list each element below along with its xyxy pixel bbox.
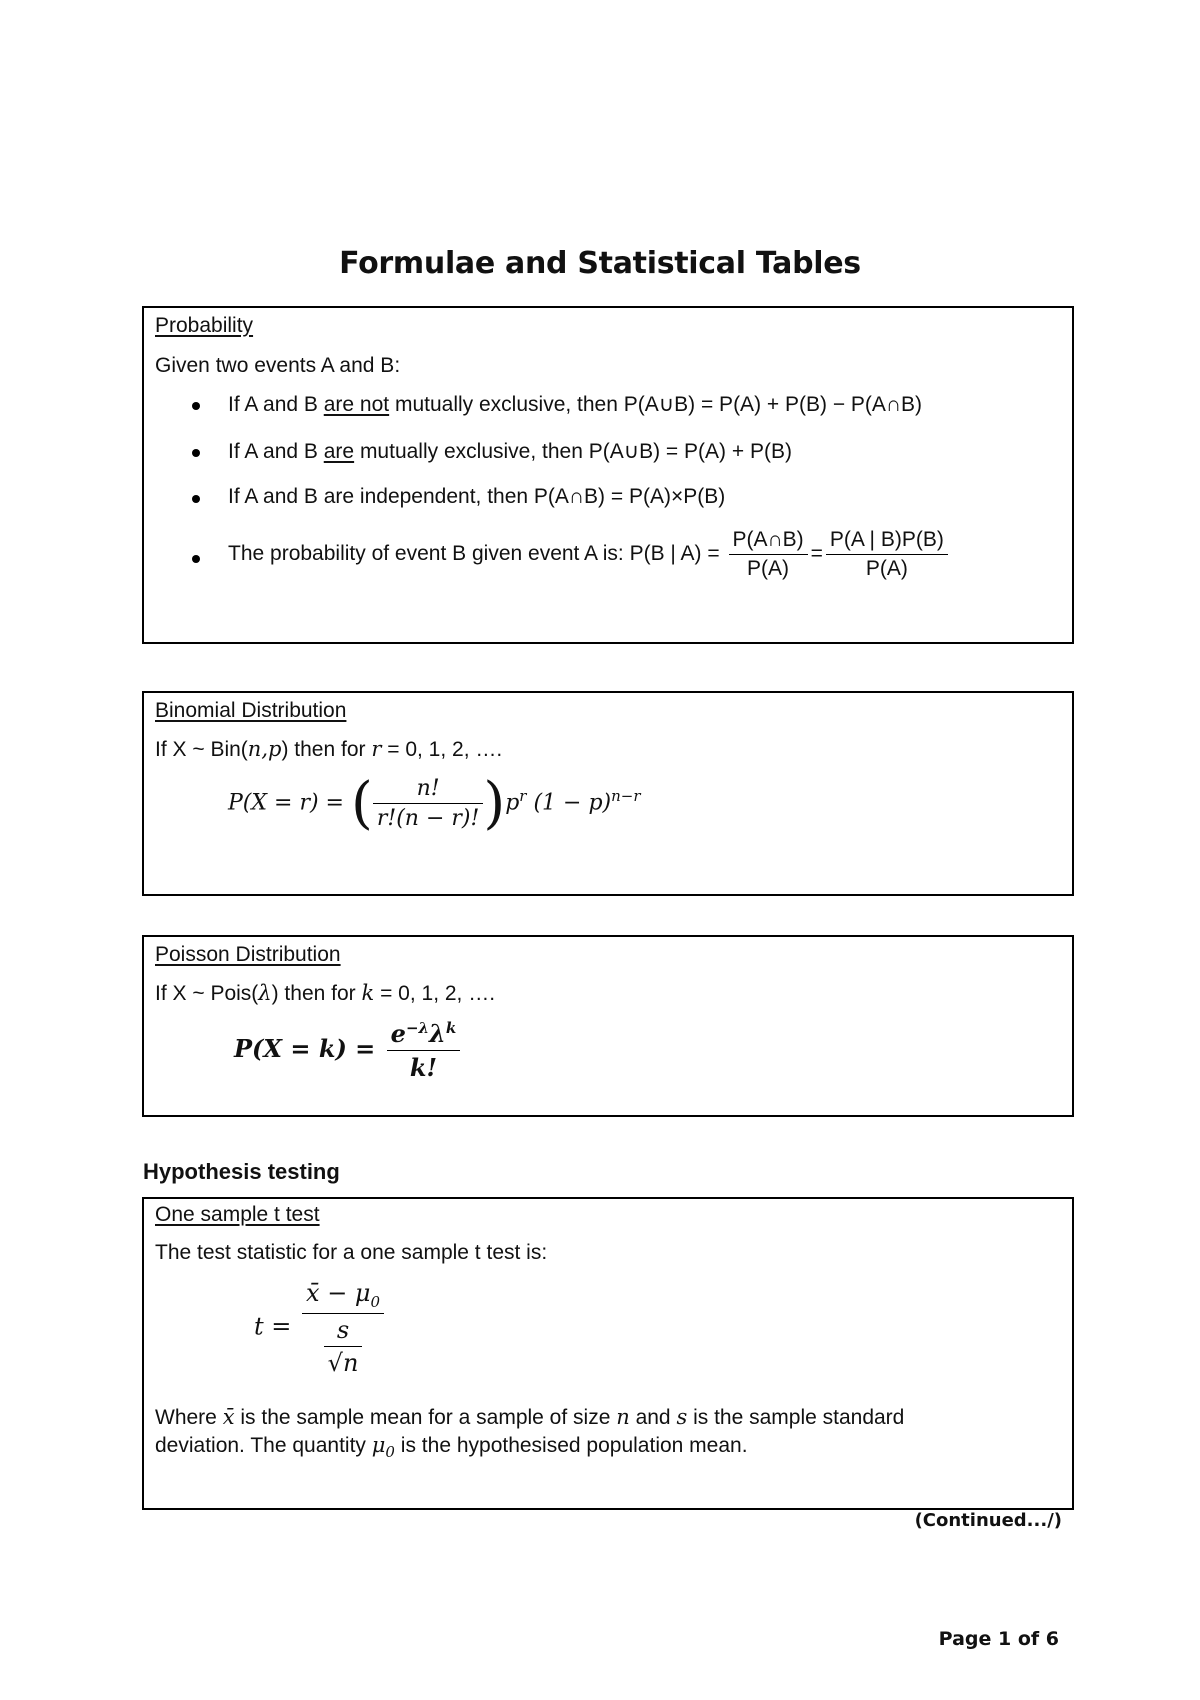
- t-statistic-formula: t = $\frac{x̄ - \mu_0}{\frac{s}{√n}}$: [254, 1279, 387, 1377]
- binomial-box: [142, 691, 1074, 896]
- t-test-heading: One sample t test: [155, 1203, 320, 1226]
- page-title: Formulae and Statistical Tables: [339, 246, 861, 281]
- t-test-box: [142, 1197, 1074, 1510]
- conditional-fraction-2: $\frac{P(A | B)P(B)}{P(A)}$: [826, 528, 948, 581]
- probability-heading: Probability: [155, 314, 254, 337]
- binomial-definition: If X ~ Bin(n,p) then for r = 0, 1, 2, ….: [155, 737, 503, 761]
- poisson-definition: If X ~ Pois(λ) then for k = 0, 1, 2, ….: [155, 981, 496, 1005]
- rule-not-mutually-exclusive: If A and B are not mutually exclusive, then P(A∪B) = P(A) + P(B) − P(A∩B): [228, 393, 923, 416]
- poisson-formula: P(X = k) = $\frac{e^{-\lambda}\lambda^k}{k!}$: [234, 1019, 463, 1082]
- page-number: Page 1 of 6: [938, 1628, 1059, 1650]
- bullet-icon: [192, 449, 200, 457]
- probability-box: [142, 306, 1074, 644]
- intersection-formula: P(A∩B) = P(A)×P(B): [533, 485, 726, 508]
- probability-intro: Given two events A and B:: [155, 354, 401, 377]
- union-formula: P(A∪B) = P(A) + P(B) − P(A∩B): [623, 393, 923, 416]
- poisson-box: [142, 935, 1074, 1117]
- binomial-heading: Binomial Distribution: [155, 699, 347, 722]
- t-test-where-line-1: Where x̄ is the sample mean for a sample of size n and s is the sample standard: [155, 1405, 905, 1429]
- rule-mutually-exclusive: If A and B are mutually exclusive, then P(A∪B) = P(A) + P(B): [228, 440, 792, 463]
- binomial-formula: P(X = r) = ( $\frac{n!}{r!(n - r)!}$ )$p^r$ $(1 - p)^{n-r}$: [228, 771, 641, 836]
- hypothesis-section-heading: Hypothesis testing: [143, 1159, 340, 1184]
- poisson-heading: Poisson Distribution: [155, 943, 341, 966]
- union-formula: P(A∪B) = P(A) + P(B): [588, 440, 792, 463]
- continued-note: (Continued.../): [914, 1510, 1062, 1531]
- t-test-intro: The test statistic for a one sample t test is:: [155, 1241, 548, 1264]
- bullet-icon: [192, 555, 200, 563]
- bullet-icon: [192, 495, 200, 503]
- bullet-icon: [192, 402, 200, 410]
- t-test-where-line-2: deviation. The quantity $\mu_0$ is the hypothesised population mean.: [155, 1433, 748, 1462]
- conditional-fraction-1: $\frac{P(A\cap B)}{P(A)}$: [729, 528, 808, 581]
- rule-independent: If A and B are independent, then P(A∩B) = P(A)×P(B): [228, 485, 726, 508]
- rule-conditional: The probability of event B given event A is: P(B | A) = $\frac{P(A\cap B)}{P(A)}$ = $\frac{P(A | B)P(B)}{P(A)}$: [228, 528, 951, 581]
